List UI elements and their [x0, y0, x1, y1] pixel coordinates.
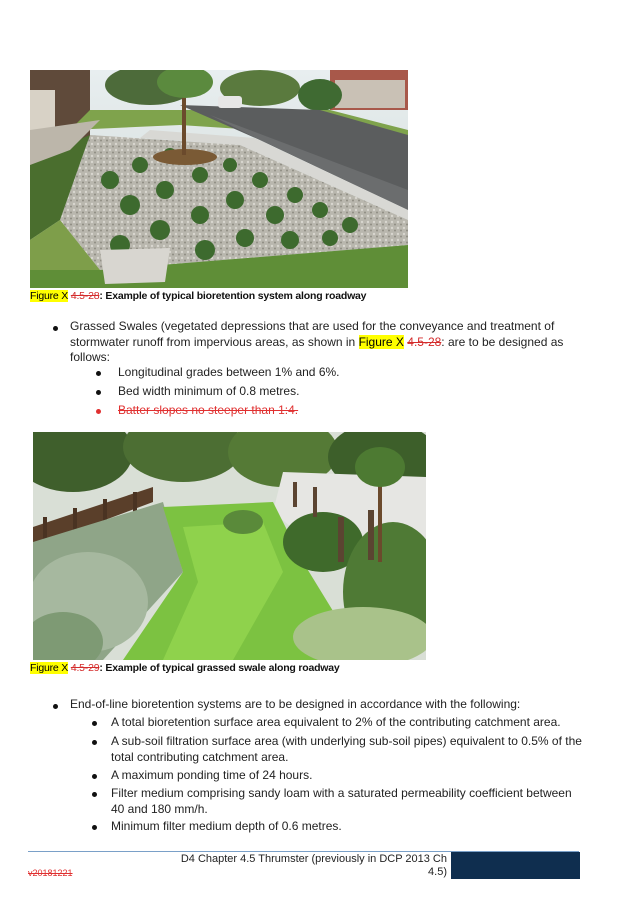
figure-1-caption — [30, 290, 366, 302]
swales-item-deleted: Batter slopes no steeper than 1:4. — [118, 403, 299, 417]
swales-ref-prefix: Figure X — [358, 334, 404, 349]
figure-1-label-struck: 4.5-28 — [70, 290, 100, 302]
bullet-icon — [92, 740, 97, 745]
bullet-icon — [96, 390, 101, 395]
swales-item: Longitudinal grades between 1% and 6%. — [118, 365, 340, 379]
figure-2-label-struck: 4.5-29 — [70, 662, 100, 674]
grassed-swale-photo — [33, 432, 426, 660]
endofline-item: Filter medium comprising sandy loam with a saturated permeability coefficient between 40 and 180 mm/h. — [111, 786, 572, 816]
bioretention-photo — [30, 70, 408, 288]
bioretention-roadside-photo-icon — [30, 70, 408, 288]
endofline-intro: End-of-line bioretention systems are to be designed in accordance with the following: — [70, 697, 521, 711]
bullet-icon — [92, 792, 97, 797]
version-stamp: v20181221 — [28, 868, 73, 878]
footer-title: D4 Chapter 4.5 Thrumster (previously in DCP 2013 Ch 4.5) — [180, 853, 447, 878]
figure-1-label-prefix: Figure X — [30, 290, 69, 302]
figure-2-label-text: : Example of typical grassed swale along roadway — [99, 662, 340, 674]
endofline-item: A maximum ponding time of 24 hours. — [111, 768, 313, 782]
figure-2-caption — [30, 662, 340, 674]
figure-1-label-text: : Example of typical bioretention system along roadway — [99, 290, 367, 302]
grassed-swale-photo-icon — [33, 432, 426, 660]
swales-text-after: : are to be designed as follows: — [70, 334, 564, 364]
bullet-icon — [92, 774, 97, 779]
bullet-icon — [53, 326, 58, 331]
swales-ref-struck: 4.5-28 — [407, 334, 442, 349]
swales-text-before: Grassed Swales (vegetated depressions that are used for the conveyance and treatment of stormwater runoff from impervious areas, as shown in — [70, 319, 555, 349]
endofline-item: A sub-soil filtration surface area (with underlying sub-soil pipes) equivalent to 0.5% of the total contributing catchment area. — [111, 734, 582, 764]
bullet-icon — [96, 371, 101, 376]
bullet-icon — [92, 825, 97, 830]
swales-item: Bed width minimum of 0.8 metres. — [118, 384, 300, 398]
swales-paragraph — [70, 319, 570, 366]
footer-accent-box — [451, 852, 580, 879]
figure-2-label-prefix: Figure X — [30, 662, 69, 674]
bullet-icon — [96, 409, 101, 414]
bullet-icon — [53, 704, 58, 709]
endofline-item: A total bioretention surface area equivalent to 2% of the contributing catchment area. — [111, 715, 561, 729]
endofline-item: Minimum filter medium depth of 0.6 metres. — [111, 819, 342, 833]
bullet-icon — [92, 721, 97, 726]
